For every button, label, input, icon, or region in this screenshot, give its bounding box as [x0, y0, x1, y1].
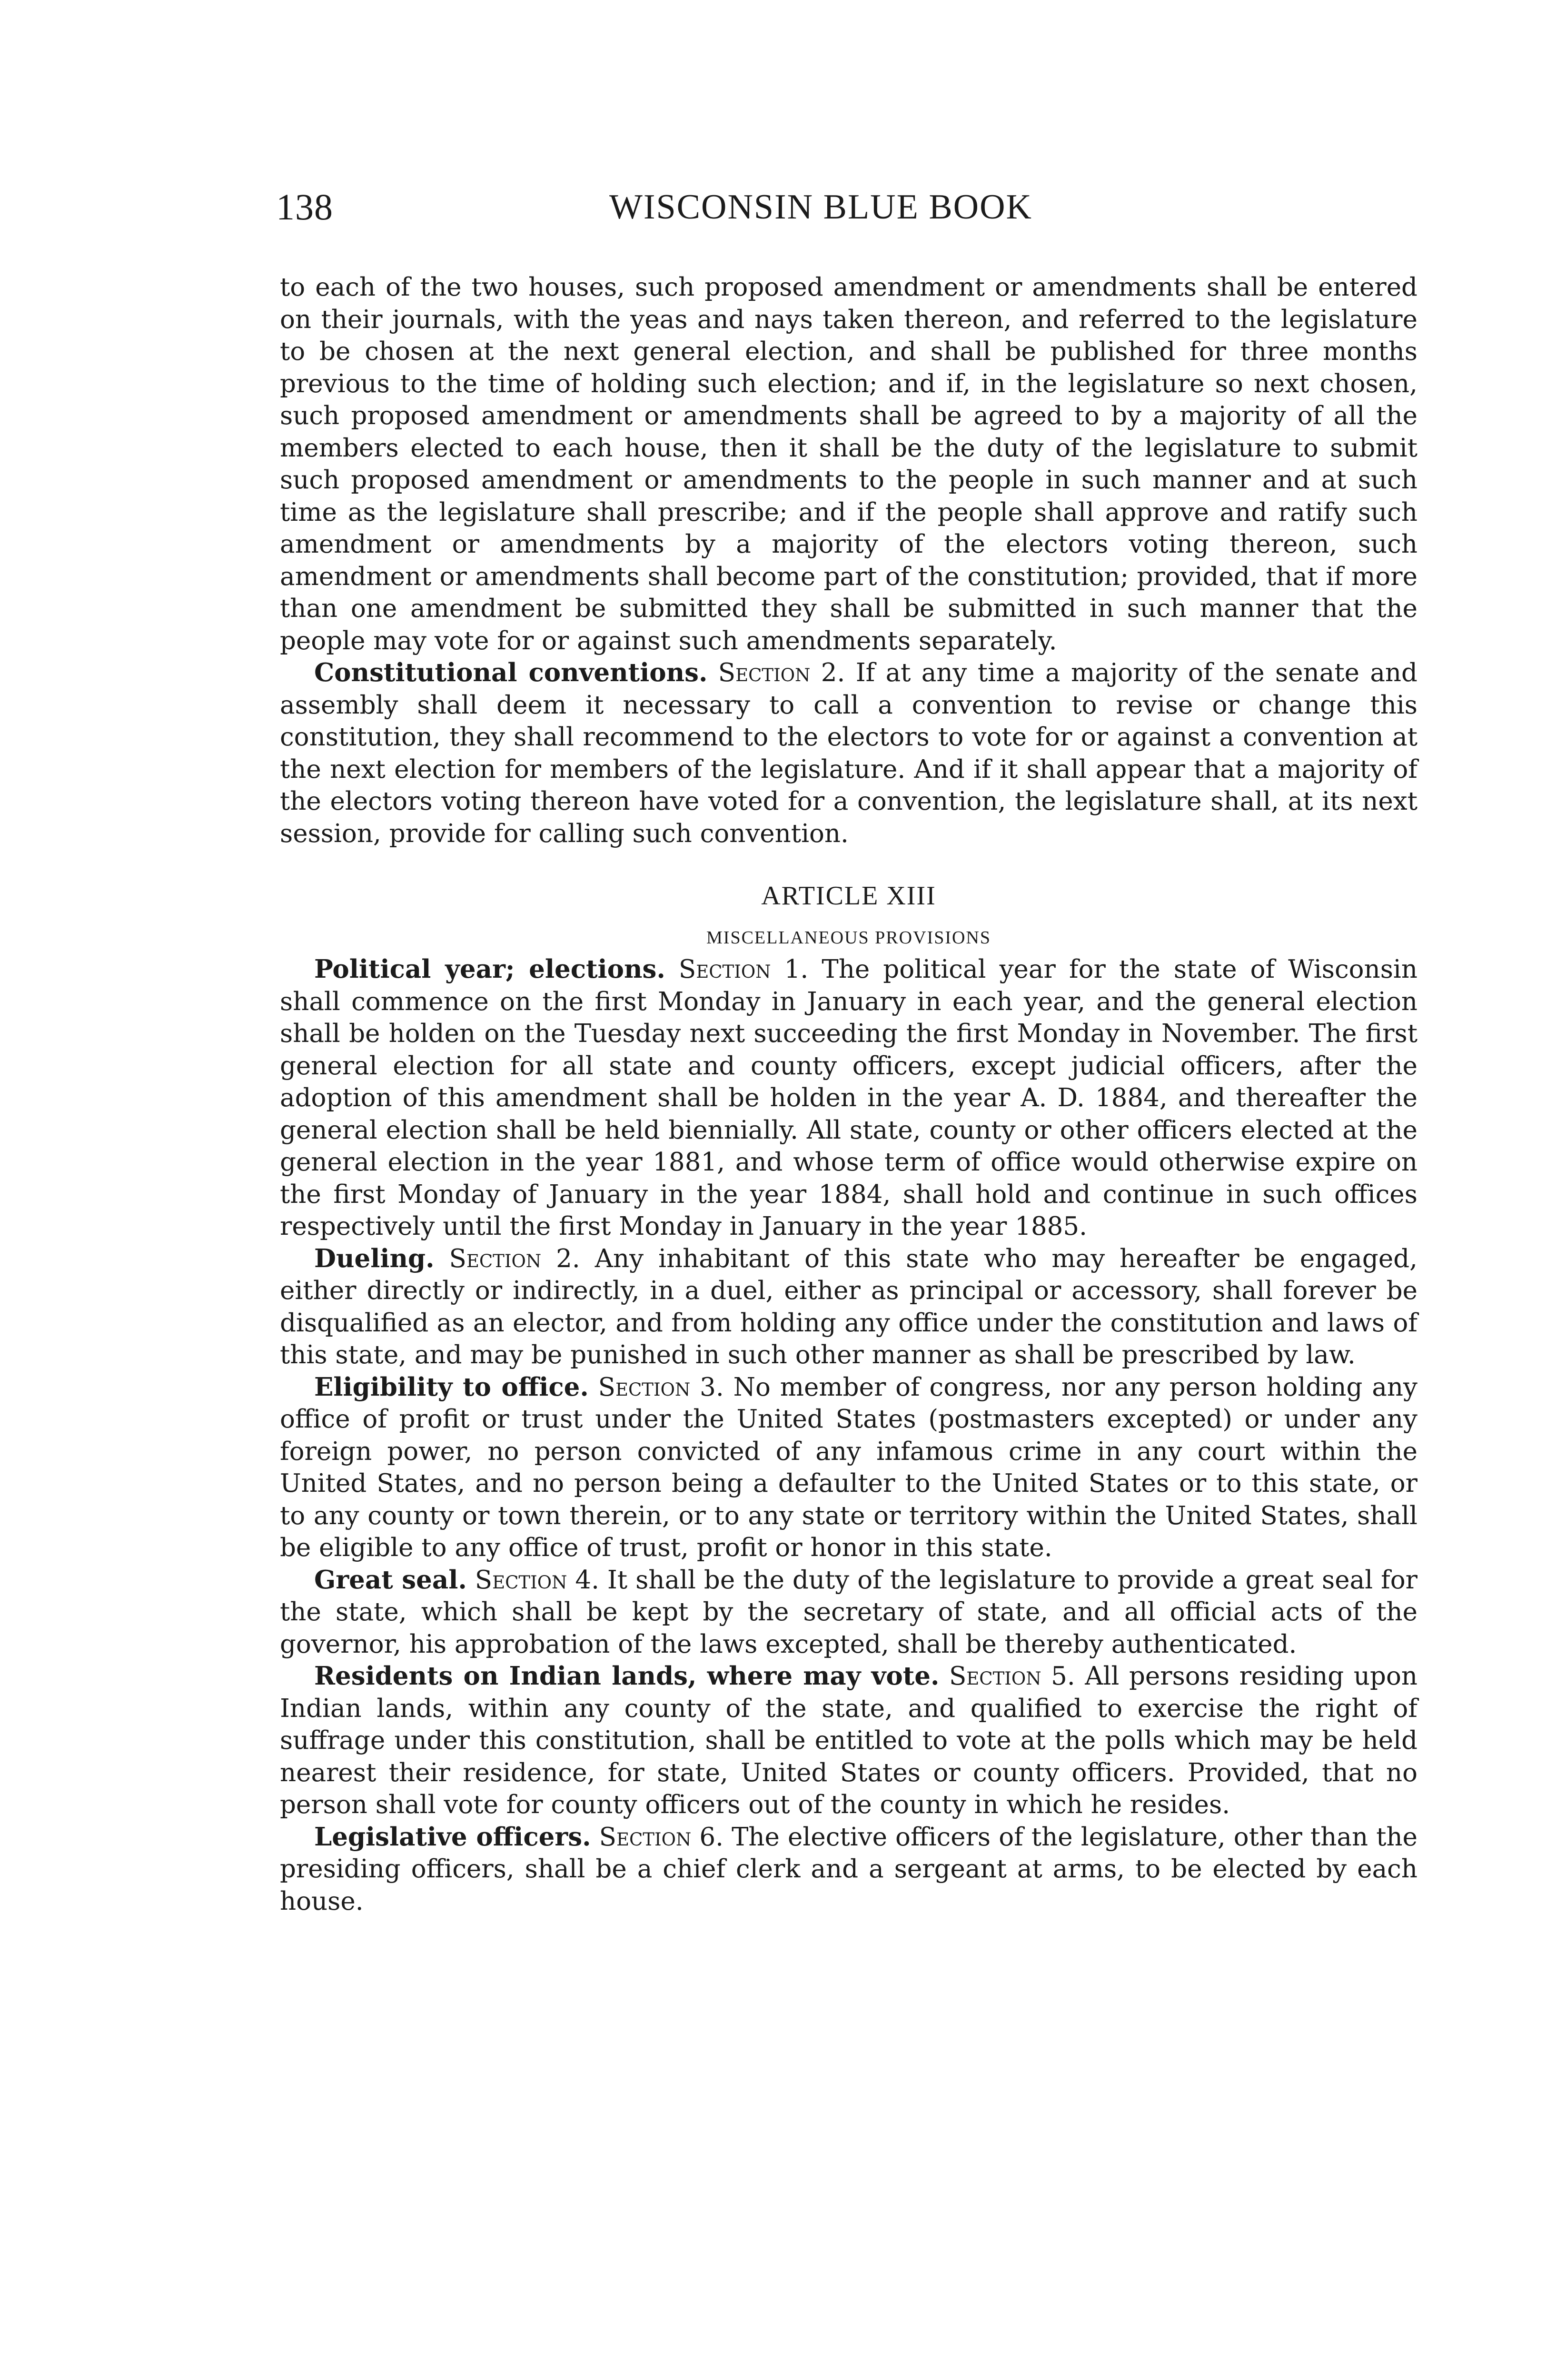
section-paragraph-indian-lands: [280, 1660, 1417, 1821]
section-paragraph-political-year: [280, 953, 1417, 1243]
section-heading: Legislative officers.: [314, 1822, 591, 1852]
section-paragraph-constitutional-conventions: [280, 657, 1417, 850]
section-text: The elective officers of the legislature, other than the presiding officers, shall be a chief clerk and a sergeant at arms, to be elected by each house.: [280, 1822, 1417, 1916]
section-text: It shall be the duty of the legislature to provide a great seal for the state, which shall be kept by the secretary of state, and all official acts of the governor, his approbation of the laws excepted, shall be thereby authenticated.: [280, 1565, 1417, 1659]
page-number: 138: [276, 186, 333, 228]
section-text: If at any time a majority of the senate and assembly shall deem it necessary to call a convention to revise or change this constitution, they shall recommend to the electors to vote for or against a convention at the next election for members of the legislature. And if it shall appear that a majority of the electors voting thereon have voted for a convention, the legislature shall, at its next session, provide for calling such convention.: [280, 658, 1417, 848]
section-paragraph-eligibility: [280, 1371, 1417, 1564]
section-paragraph-great-seal: [280, 1564, 1417, 1661]
section-paragraph-legislative-officers: [280, 1821, 1417, 1918]
section-heading: Residents on Indian lands, where may vote.: [314, 1661, 940, 1691]
section-text: The political year for the state of Wisconsin shall commence on the first Monday in January in each year, and the general election shall be holden on the Tuesday next succeeding the first Monday in November. The first general election for all state and county officers, except judicial officers, after the adoption of this amendment shall be holden in the year A. D. 1884, and thereafter the general election shall be held biennially. All state, county or other officers elected at the general election in the year 1881, and whose term of office would otherwise expire on the first Monday of January in the year 1884, shall hold and continue in such offices respectively until the first Monday in January in the year 1885.: [280, 955, 1418, 1241]
section-heading: Constitutional conventions.: [314, 658, 708, 687]
section-heading: Eligibility to office.: [314, 1372, 589, 1402]
section-number: Section 5.: [949, 1662, 1075, 1691]
section-heading: Great seal.: [314, 1565, 467, 1595]
page-body: [280, 271, 1417, 1917]
page-header: [276, 181, 1418, 233]
article-title: ARTICLE XIII: [761, 881, 936, 911]
section-heading: Dueling.: [314, 1243, 435, 1273]
running-title: WISCONSIN BLUE BOOK: [609, 188, 1032, 227]
section-paragraph-dueling: [280, 1243, 1417, 1371]
article-heading: [280, 879, 1417, 952]
section-text: No member of congress, nor any person holding any office of profit or trust under the United States (postmasters excepted) or under any foreign power, no person convicted of any infamous crime in any court within the United States, and no person being a defaulter to the United States or to this state, or to any county or town therein, or to any state or territory within the United States, shall be eligible to any office of trust, profit or honor in this state.: [280, 1372, 1417, 1562]
continuation-paragraph: to each of the two houses, such proposed amendment or amendments shall be entered on their journals, with the yeas and nays taken thereon, and referred to the legislature to be chosen at the next general election, and shall be published for three months previous to the time of holding such election; and if, in the legislature so next chosen, such proposed amendment or amendments shall be agreed to by a majority of all the members elected to each house, then it shall be the duty of the legislature to submit such proposed amendment or amendments to the people in such manner and at such time as the legislature shall prescribe; and if the people shall approve and ratify such amendment or amendments by a majority of the electors voting thereon, such amendment or amendments shall become part of the constitution; provided, that if more than one amendment be submitted they shall be submitted in such manner that the people may vote for or against such amendments separately.: [280, 273, 1417, 655]
section-number: Section 3.: [598, 1372, 724, 1402]
section-number: Section 2.: [449, 1244, 580, 1273]
section-number: Section 4.: [475, 1565, 599, 1595]
article-subtitle: MISCELLANEOUS PROVISIONS: [706, 928, 991, 948]
section-heading: Political year; elections.: [314, 954, 665, 984]
section-number: Section 6.: [599, 1822, 723, 1852]
section-text: All persons residing upon Indian lands, within any county of the state, and qualified to exercise the right of suffrage under this constitution, shall be entitled to vote at the polls which may be held nearest their residence, for state, United States or county officers. Provided, that no person shall vote for county officers out of the county in which he resides.: [280, 1662, 1418, 1819]
section-text: Any inhabitant of this state who may hereafter be engaged, either directly or indirectly, in a duel, either as principal or accessory, shall forever be disqualified as an elector, and from holding any office under the constitution and laws of this state, and may be punished in such other manner as shall be prescribed by law.: [280, 1244, 1417, 1369]
section-number: Section 1.: [678, 955, 809, 984]
section-number: Section 2.: [718, 658, 845, 687]
